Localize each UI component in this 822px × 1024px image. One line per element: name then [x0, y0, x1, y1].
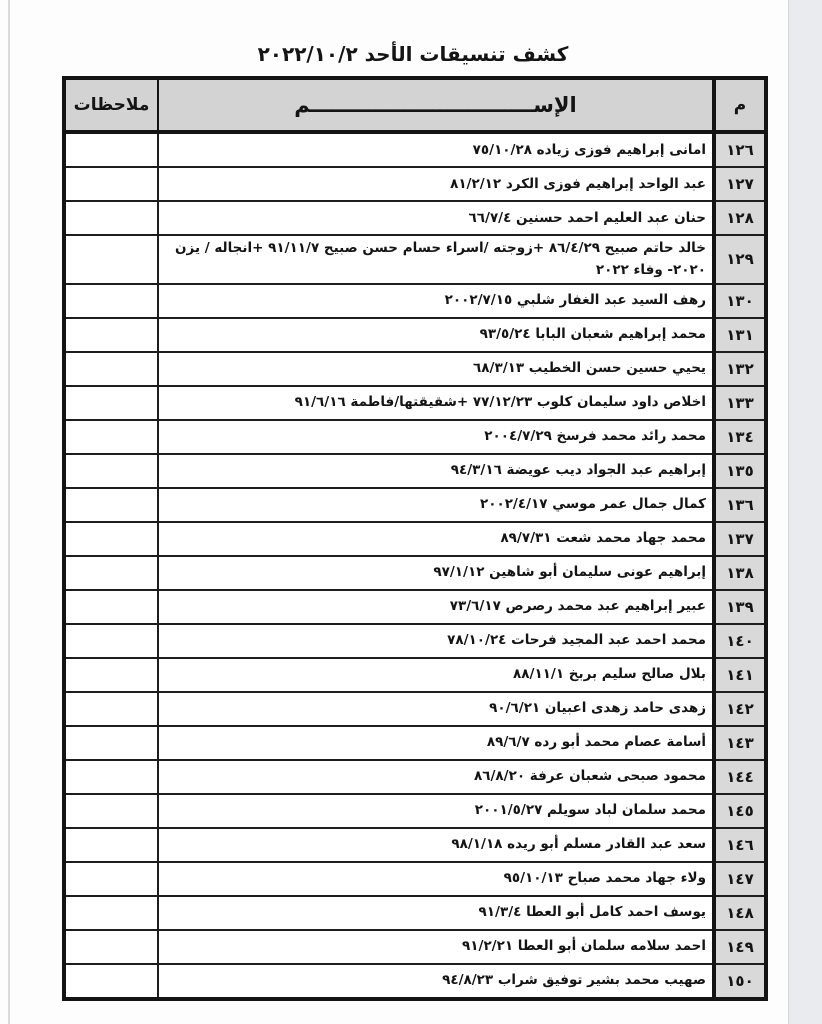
row-index-cell: ١٣٠ — [714, 284, 766, 318]
row-notes-cell — [64, 318, 158, 352]
row-name-cell: محمد سلمان لباد سويلم ٢٠٠١/٥/٢٧ — [158, 794, 714, 828]
table-row — [64, 318, 766, 352]
roster-table-body — [64, 132, 766, 999]
row-notes-cell — [64, 590, 158, 624]
row-notes-cell — [64, 167, 158, 201]
row-name-cell: يوسف احمد كامل أبو العطا ٩١/٣/٤ — [158, 896, 714, 930]
table-row — [64, 167, 766, 201]
table-row — [64, 828, 766, 862]
row-notes-cell — [64, 726, 158, 760]
row-name-cell: امانى إبراهيم فوزى زياده ٧٥/١٠/٢٨ — [158, 132, 714, 167]
row-name-cell: رهف السيد عبد الغفار شلبي ٢٠٠٢/٧/١٥ — [158, 284, 714, 318]
row-notes-cell — [64, 556, 158, 590]
table-row — [64, 201, 766, 235]
table-row — [64, 488, 766, 522]
row-index-cell: ١٣٩ — [714, 590, 766, 624]
row-index-cell: ١٤٠ — [714, 624, 766, 658]
row-name-cell: عبد الواحد إبراهيم فوزى الكرد ٨١/٢/١٢ — [158, 167, 714, 201]
row-name-cell: محمد احمد عبد المجيد فرحات ٧٨/١٠/٢٤ — [158, 624, 714, 658]
table-row — [64, 760, 766, 794]
row-notes-cell — [64, 658, 158, 692]
row-name-cell: محمد جهاد محمد شعت ٨٩/٧/٣١ — [158, 522, 714, 556]
row-name-cell: سعد عبد القادر مسلم أبو ريده ٩٨/١/١٨ — [158, 828, 714, 862]
row-notes-cell — [64, 760, 158, 794]
table-row — [64, 235, 766, 284]
table-row — [64, 284, 766, 318]
row-index-cell: ١٥٠ — [714, 964, 766, 999]
row-notes-cell — [64, 692, 158, 726]
row-index-cell: ١٣٤ — [714, 420, 766, 454]
row-name-cell: ولاء جهاد محمد صباح ٩٥/١٠/١٣ — [158, 862, 714, 896]
row-name-cell: محمد إبراهيم شعبان البابا ٩٣/٥/٢٤ — [158, 318, 714, 352]
row-name-cell: اخلاص داود سليمان كلوب ٧٧/١٢/٢٣ +شقيقتها/فاطمة ٩١/٦/١٦ — [158, 386, 714, 420]
photo-left-paper-edge — [8, 0, 10, 1024]
row-index-cell: ١٣٧ — [714, 522, 766, 556]
table-row — [64, 862, 766, 896]
row-name-cell: صهيب محمد بشير توفيق شراب ٩٤/٨/٢٣ — [158, 964, 714, 999]
row-index-cell: ١٤١ — [714, 658, 766, 692]
row-notes-cell — [64, 352, 158, 386]
row-name-cell: يحيي حسين حسن الخطيب ٦٨/٣/١٣ — [158, 352, 714, 386]
table-row — [64, 896, 766, 930]
table-row — [64, 386, 766, 420]
table-row — [64, 794, 766, 828]
row-index-cell: ١٤٤ — [714, 760, 766, 794]
table-row — [64, 624, 766, 658]
row-index-cell: ١٣١ — [714, 318, 766, 352]
table-row — [64, 556, 766, 590]
row-name-cell: إبراهيم عبد الجواد ديب عويضة ٩٤/٣/١٦ — [158, 454, 714, 488]
row-notes-cell — [64, 964, 158, 999]
header-notes: ملاحظات — [64, 78, 158, 132]
row-name-cell: إبراهيم عونى سليمان أبو شاهين ٩٧/١/١٢ — [158, 556, 714, 590]
row-notes-cell — [64, 386, 158, 420]
row-index-cell: ١٢٧ — [714, 167, 766, 201]
row-notes-cell — [64, 420, 158, 454]
roster-table — [62, 76, 768, 1001]
row-name-cell: كمال جمال عمر موسي ٢٠٠٢/٤/١٧ — [158, 488, 714, 522]
row-index-cell: ١٤٧ — [714, 862, 766, 896]
row-notes-cell — [64, 201, 158, 235]
row-index-cell: ١٣٦ — [714, 488, 766, 522]
table-row — [64, 964, 766, 999]
row-index-cell: ١٣٢ — [714, 352, 766, 386]
row-notes-cell — [64, 862, 158, 896]
table-row — [64, 420, 766, 454]
row-name-cell: عبير إبراهيم عبد محمد رصرص ٧٣/٦/١٧ — [158, 590, 714, 624]
row-index-cell: ١٣٣ — [714, 386, 766, 420]
row-name-cell: محمد رائد محمد فرسخ ٢٠٠٤/٧/٢٩ — [158, 420, 714, 454]
row-notes-cell — [64, 132, 158, 167]
row-name-cell: حنان عبد العليم احمد حسنين ٦٦/٧/٤ — [158, 201, 714, 235]
row-notes-cell — [64, 624, 158, 658]
row-name-cell: محمود صبحى شعبان عرفة ٨٦/٨/٢٠ — [158, 760, 714, 794]
table-row — [64, 726, 766, 760]
table-row — [64, 590, 766, 624]
header-name: الإســـــــــــــــــــــــــــــــم — [158, 78, 714, 132]
row-notes-cell — [64, 828, 158, 862]
row-name-cell: بلال صالح سليم بربخ ٨٨/١١/١ — [158, 658, 714, 692]
row-notes-cell — [64, 488, 158, 522]
table-row — [64, 692, 766, 726]
row-notes-cell — [64, 454, 158, 488]
table-row — [64, 454, 766, 488]
row-index-cell: ١٣٥ — [714, 454, 766, 488]
table-row — [64, 658, 766, 692]
row-notes-cell — [64, 930, 158, 964]
row-index-cell: ١٤٥ — [714, 794, 766, 828]
row-notes-cell — [64, 284, 158, 318]
row-name-cell: أسامة عصام محمد أبو رده ٨٩/٦/٧ — [158, 726, 714, 760]
table-row — [64, 352, 766, 386]
row-notes-cell — [64, 794, 158, 828]
row-index-cell: ١٤٨ — [714, 896, 766, 930]
header-row — [64, 78, 766, 132]
table-row — [64, 522, 766, 556]
row-index-cell: ١٤٦ — [714, 828, 766, 862]
table-row — [64, 132, 766, 167]
photo-right-background-strip — [788, 0, 822, 1024]
row-index-cell: ١٤٢ — [714, 692, 766, 726]
row-name-cell: خالد حاتم صبيح ٨٦/٤/٢٩ +زوجته /اسراء حسام حسن صبيح ٩١/١١/٧ +انجاله / يزن ٢٠٢٠- وفاء ٢٠٢٢ — [158, 235, 714, 284]
row-name-cell: زهدى حامد زهدى اعبيان ٩٠/٦/٢١ — [158, 692, 714, 726]
row-index-cell: ١٣٨ — [714, 556, 766, 590]
row-name-cell: احمد سلامه سلمان أبو العطا ٩١/٢/٢١ — [158, 930, 714, 964]
row-index-cell: ١٤٣ — [714, 726, 766, 760]
row-notes-cell — [64, 896, 158, 930]
page-title: كشف تنسيقات الأحد ٢٠٢٢/١٠/٢ — [257, 42, 569, 66]
row-index-cell: ١٢٦ — [714, 132, 766, 167]
row-notes-cell — [64, 522, 158, 556]
row-index-cell: ١٢٨ — [714, 201, 766, 235]
row-index-cell: ١٢٩ — [714, 235, 766, 284]
header-index: م — [714, 78, 766, 132]
table-row — [64, 930, 766, 964]
row-index-cell: ١٤٩ — [714, 930, 766, 964]
row-notes-cell — [64, 235, 158, 284]
